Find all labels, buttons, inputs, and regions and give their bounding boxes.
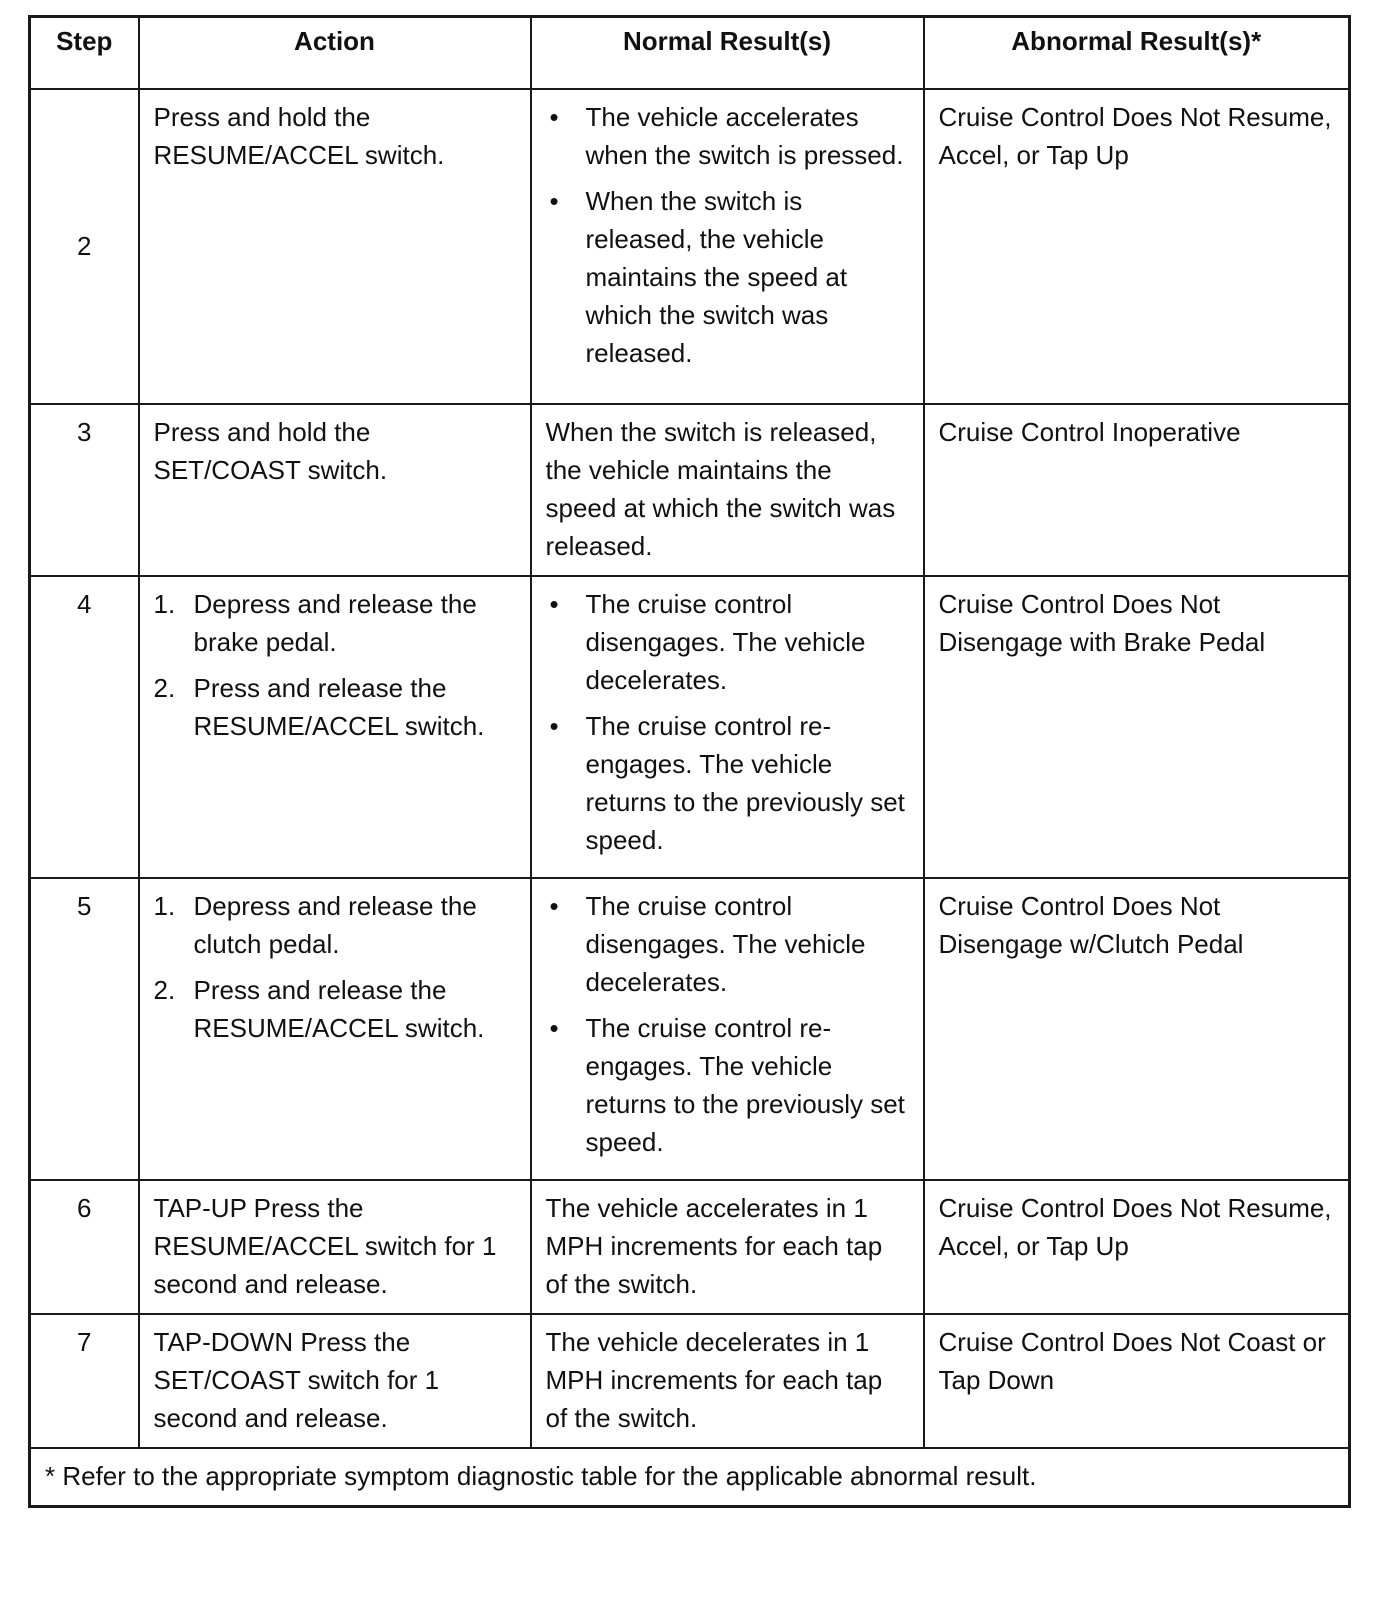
header-action: Action bbox=[139, 17, 531, 90]
table-row-step-7 bbox=[30, 1314, 1350, 1448]
list-item: 1. Depress and release the brake pedal. bbox=[154, 585, 516, 661]
bullet-icon: • bbox=[549, 589, 559, 619]
step-ordinal: 1. bbox=[153, 891, 176, 921]
table-row-step-6 bbox=[30, 1180, 1350, 1314]
header-abnormal-results: Abnormal Result(s)* bbox=[924, 17, 1350, 90]
action-cell: Press and hold the RESUME/ACCEL switch. bbox=[139, 89, 531, 404]
step-number: 5 bbox=[30, 878, 139, 1180]
normal-result-cell bbox=[531, 89, 924, 404]
header-row bbox=[30, 17, 1350, 90]
table-row-step-3 bbox=[30, 404, 1350, 576]
footnote-row bbox=[30, 1448, 1350, 1507]
abnormal-result-cell: Cruise Control Inoperative bbox=[924, 404, 1350, 576]
table-row-step-2 bbox=[30, 89, 1350, 404]
abnormal-result-cell: Cruise Control Does Not Resume, Accel, or Tap Up bbox=[924, 89, 1350, 404]
action-cell bbox=[139, 576, 531, 878]
normal-result-cell bbox=[531, 878, 924, 1180]
step-number: 2 bbox=[30, 89, 139, 404]
step-number: 3 bbox=[30, 404, 139, 576]
step-number: 6 bbox=[30, 1180, 139, 1314]
list-item: • The cruise control re-engages. The vehicle returns to the previously set speed. bbox=[546, 707, 909, 859]
list-item: • The vehicle accelerates when the switch is pressed. bbox=[546, 98, 909, 174]
action-cell bbox=[139, 878, 531, 1180]
normal-result-cell bbox=[531, 576, 924, 878]
normal-result-cell: The vehicle decelerates in 1 MPH increments for each tap of the switch. bbox=[531, 1314, 924, 1448]
normal-result-list bbox=[546, 98, 909, 372]
abnormal-result-cell: Cruise Control Does Not Disengage with Brake Pedal bbox=[924, 576, 1350, 878]
normal-result-cell: The vehicle accelerates in 1 MPH increments for each tap of the switch. bbox=[531, 1180, 924, 1314]
list-item: • When the switch is released, the vehicle maintains the speed at which the switch was released. bbox=[546, 182, 909, 372]
list-item: 2. Press and release the RESUME/ACCEL switch. bbox=[154, 669, 516, 745]
step-ordinal: 2. bbox=[153, 673, 176, 703]
normal-result-cell: When the switch is released, the vehicle maintains the speed at which the switch was released. bbox=[531, 404, 924, 576]
step-number: 7 bbox=[30, 1314, 139, 1448]
abnormal-result-cell: Cruise Control Does Not Coast or Tap Down bbox=[924, 1314, 1350, 1448]
table-row-step-4 bbox=[30, 576, 1350, 878]
action-cell: TAP-DOWN Press the SET/COAST switch for 1 second and release. bbox=[139, 1314, 531, 1448]
bullet-icon: • bbox=[549, 891, 559, 921]
action-steps-list bbox=[154, 887, 516, 1047]
action-cell: TAP-UP Press the RESUME/ACCEL switch for 1 second and release. bbox=[139, 1180, 531, 1314]
header-normal-results: Normal Result(s) bbox=[531, 17, 924, 90]
bullet-icon: • bbox=[549, 1013, 559, 1043]
action-cell: Press and hold the SET/COAST switch. bbox=[139, 404, 531, 576]
step-number: 4 bbox=[30, 576, 139, 878]
list-item: • The cruise control disengages. The vehicle decelerates. bbox=[546, 887, 909, 1001]
table-row-step-5 bbox=[30, 878, 1350, 1180]
abnormal-result-cell: Cruise Control Does Not Resume, Accel, or Tap Up bbox=[924, 1180, 1350, 1314]
normal-result-list bbox=[546, 887, 909, 1161]
normal-result-list bbox=[546, 585, 909, 859]
list-item: 2. Press and release the RESUME/ACCEL switch. bbox=[154, 971, 516, 1047]
abnormal-result-cell: Cruise Control Does Not Disengage w/Clutch Pedal bbox=[924, 878, 1350, 1180]
list-item: • The cruise control disengages. The vehicle decelerates. bbox=[546, 585, 909, 699]
bullet-icon: • bbox=[549, 102, 559, 132]
bullet-icon: • bbox=[549, 186, 559, 216]
step-ordinal: 1. bbox=[153, 589, 176, 619]
diagnostic-table-sheet bbox=[28, 15, 1348, 1508]
list-item: • The cruise control re-engages. The vehicle returns to the previously set speed. bbox=[546, 1009, 909, 1161]
header-step: Step bbox=[30, 17, 139, 90]
footnote: * Refer to the appropriate symptom diagnostic table for the applicable abnormal result. bbox=[30, 1448, 1350, 1507]
action-steps-list bbox=[154, 585, 516, 745]
cruise-control-diagnostic-table bbox=[28, 15, 1351, 1508]
bullet-icon: • bbox=[549, 711, 559, 741]
list-item: 1. Depress and release the clutch pedal. bbox=[154, 887, 516, 963]
step-ordinal: 2. bbox=[153, 975, 176, 1005]
